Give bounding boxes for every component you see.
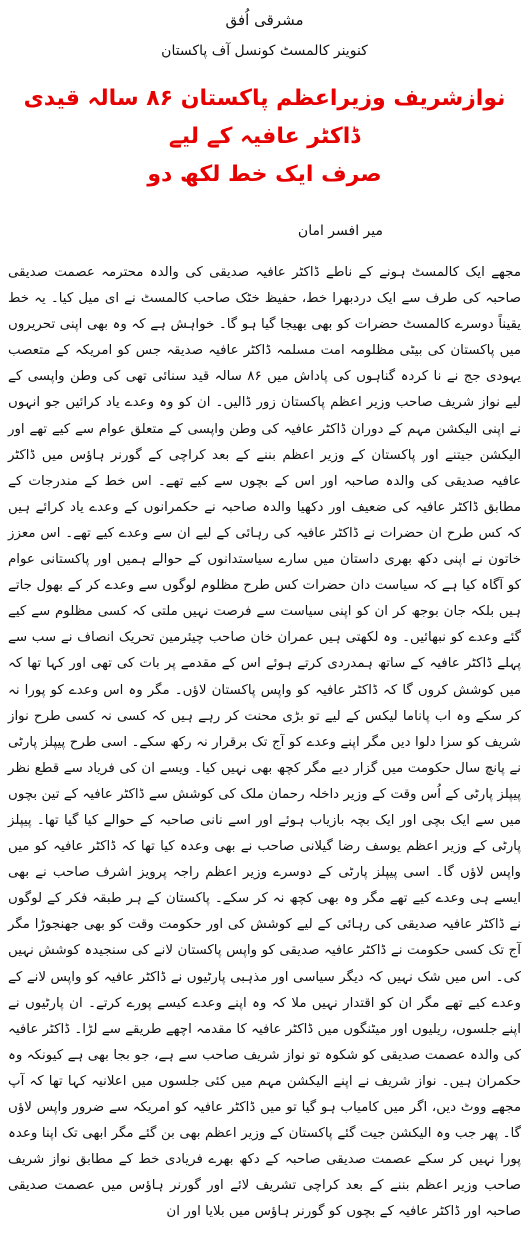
author-name: میر افسر امان bbox=[297, 223, 383, 239]
byline-title: کنوینر کالمسٹ کونسل آف پاکستان bbox=[161, 43, 368, 59]
headline-line-2: صرف ایک خط لکھ دو bbox=[147, 162, 382, 187]
headline-line-1: نوازشریف وزیراعظم پاکستان ۸۶ سالہ قیدی ڈاکٹر عافیہ کے لیے bbox=[23, 86, 506, 149]
article-body: مجھے ایک کالمسٹ ہونے کے ناطے ڈاکٹر عافیہ صدیقی کی والدہ محترمہ عصمت صدیقی صاحبہ کی طرف سے ایک دردبھرا خط، حفیظ خٹک صاحب کالمسٹ نے ای میل کیا۔ یہ خط یقیناً دوسرے کالمسٹ حضرات کو بھی بھیجا گیا ہو گا۔ خواہش ہے کہ وہ بھی اپنی تحریروں میں پاکستان کی بیٹی مظلومہ امت مسلمہ ڈاکٹر عافیہ صدیقہ جس کو امریکہ کے متعصب یہودی جج نے نا کردہ گناہوں کی پاداش میں ۸۶ سالہ قید سنائی تھی کی وطن واپسی کے لیے نواز شریف صاحب وزیر اعظم پاکستان زور ڈالیں۔ ان کو وہ وعدے یاد کرائیں جو انہوں نے اپنی الیکشن مہم کے دوران ڈاکٹر عافیہ کی وطن واپسی کے متعلق عوام سے کیے تھے اور الیکشن جیتنے اور پاکستان کے وزیر اعظم بننے کے بعد کراچی کے گورنر ہاؤس میں ڈاکٹر عافیہ صدیقی کی والدہ صاحبہ اور اس کے بچوں سے کیے تھے۔ اس خط کے مندرجات کے مطابق ڈاکٹر عافیہ کی ضعیف اور دکھیا والدہ صاحبہ نے حکمرانوں کے وعدے یاد کرائے ہیں کہ کس طرح ان حضرات نے ڈاکٹر عافیہ کی رہائی کے لیے ان سے وعدے کیے تھے۔ اس معزز خاتون نے اپنی دکھ بھری داستان میں سارے سیاستدانوں کے حوالے ہمیں اور پاکستانی عوام کو آگاہ کیا ہے کہ سیاست دان حضرات کس طرح مظلوم لوگوں سے وعدے کر کے بھول جاتے ہیں بلکہ جان بوجھ کر ان کو اپنی سیاست سے فرصت نہیں ملتی کہ کسی مظلوم سے کیے گئے وعدے کو نبھائیں۔ وہ لکھتی ہیں عمران خان صاحب چیئرمین تحریک انصاف نے سب سے پہلے ڈاکٹر عافیہ کے ساتھ ہمدردی کرتے ہوئے اس کے مقدمے پر بات کی تھی اور کہا تھا کہ میں کوشش کروں گا کہ ڈاکٹر عافیہ کو واپس پاکستان لاؤں۔ مگر وہ اس وعدے کو پورا نہ کر سکے وہ اب پاناما لیکس کے لیے تو بڑی محنت کر رہے ہیں کہ کسی نہ کسی طرح نواز شریف کو سزا دلوا دیں مگر اپنے وعدے کو آج تک برقرار نہ رکھ سکے۔ اسی طرح پیپلز پارٹی نے پانچ سال حکومت میں گزار دیے مگر کچھ بھی نہیں کیا۔ ویسے ان کی فریاد سے قطع نظر پیپلز پارٹی کے اُس وقت کے وزیر داخلہ رحمان ملک کی کوشش سے ڈاکٹر عافیہ کے تین بچوں میں سے ایک بچی اور ایک بچہ بازیاب ہوئے اور اسے نانی صاحبہ کے حوالے کیا گیا تھا۔ پیپلز پارٹی کے وزیر اعظم یوسف رضا گیلانی صاحب نے بھی وعدہ کیا تھا کہ ڈاکٹر عافیہ کو میں واپس لاؤں گا۔ اسی پیپلز پارٹی کے دوسرے وزیر اعظم راجہ پرویز اشرف صاحب نے بھی ایسے ہی وعدے کیے تھے مگر وہ بھی کچھ نہ کر سکے۔ پاکستان کے ہر طبقہ فکر کے لوگوں نے ڈاکٹر عافیہ صدیقی کی رہائی کے لیے کوشش کی اور حکومت وقت کو بھی جھنجوڑا مگر آج تک کسی حکومت نے ڈاکٹر عافیہ صدیقی کو واپس پاکستان لانے کی سنجیدہ کوشش نہیں کی۔ اس میں شک نہیں کہ دیگر سیاسی اور مذہبی پارٹیوں نے ڈاکٹر عافیہ کو واپس لانے کے وعدے کیے تھے مگر ان کو اقتدار نہیں ملا کہ وہ اپنے وعدے کیسے پورے کرتے۔ ان پارٹیوں نے اپنے جلسوں، ریلیوں اور میٹنگوں میں ڈاکٹر عافیہ کا مقدمہ اچھے طریقے سے لڑا۔ ڈاکٹر عافیہ کی والدہ عصمت صدیقی کو شکوہ تو نواز شریف صاحب سے ہے، جو بجا بھی ہے کیونکہ وہ حکمران ہیں۔ نواز شریف نے اپنے الیکشن مہم میں کئی جلسوں میں اعلانیہ کہا تھا کہ آپ مجھے ووٹ دیں، اگر میں کامیاب ہو گیا تو میں ڈاکٹر عافیہ کو امریکہ سے ضرور واپس لاؤں گا۔ پھر جب وہ الیکشن جیت گئے پاکستان کے وزیر اعظم بھی بن گئے مگر ابھی تک اپنا وعدہ پورا نہیں کر سکے عصمت صدیقی صاحبہ کے دکھ بھرے فریادی خط کے مطابق نواز شریف صاحب وزیر اعظم بننے کے بعد کراچی تشریف لائے اور گورنر ہاؤس میں عصمت صدیقی صاحبہ اور ڈاکٹر عافیہ کے بچوں کو گورنر ہاؤس میں بلایا اور ان bbox=[8, 265, 521, 1220]
article-header bbox=[8, 8, 521, 194]
column-name: مشرقی اُفق bbox=[225, 11, 304, 29]
headline bbox=[8, 80, 521, 194]
